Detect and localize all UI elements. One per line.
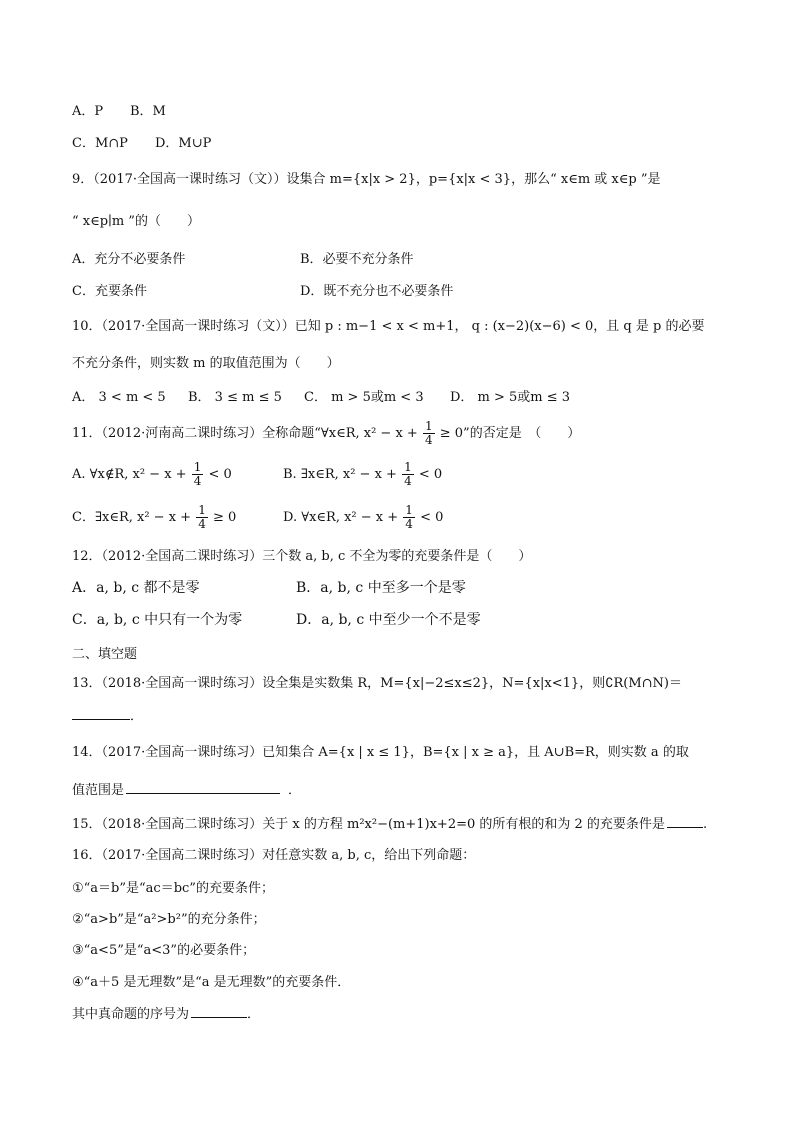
frac-den: 4: [193, 474, 202, 488]
q11-option-c: [72, 504, 236, 531]
frac-den: 4: [405, 517, 413, 531]
q11-option-a-pre: A. ∀x∉R, x² − x +: [72, 467, 187, 482]
q12-option-a: A．a, b, c 都不是零: [72, 580, 200, 596]
q15-answer-blank[interactable]: [667, 815, 703, 828]
q12-option-d: D．a, b, c 中至少一个不是零: [296, 612, 481, 628]
q16-tail: ．: [247, 1007, 261, 1022]
q16-item-1: ①“a＝b”是“ac＝bc”的充要条件；: [72, 881, 274, 896]
q14-tail: ．: [288, 783, 302, 798]
q8-option-b: B．M: [130, 104, 166, 119]
q9-option-b: B．必要不充分条件: [300, 252, 414, 267]
fraction-one-quarter: [402, 461, 414, 488]
frac-den: 4: [198, 517, 206, 531]
q15-tail: .: [702, 817, 708, 832]
q10-option-c: C． m > 5或m < 3: [304, 390, 424, 405]
q11-option-b-pre: B. ∃x∈R, x² − x +: [283, 467, 397, 482]
q11-option-c-pre: C．∃x∈R, x² − x +: [72, 510, 192, 525]
q15-stem-line: [72, 815, 707, 834]
frac-den: 4: [424, 433, 433, 447]
q10-stem-line2: 不充分条件，则实数 m 的取值范围为（ ）: [72, 356, 340, 371]
q9-option-c: C．充要条件: [72, 284, 147, 299]
q8-option-c: C．M∩P: [72, 136, 128, 151]
q9-option-d: D．既不充分也不必要条件: [300, 284, 454, 299]
fraction-one-quarter: [192, 461, 204, 488]
q11-option-b: [283, 461, 442, 488]
q8-option-a: A．P: [72, 104, 104, 119]
q12-option-c: C．a, b, c 中只有一个为零: [72, 612, 243, 628]
q9-stem-line2: “ x∈p∣m ”的（ ）: [72, 214, 200, 229]
q13-stem: 13．（2018·全国高一课时练习）设全集是实数集 R，M={x|−2≤x≤2}，N={x|x<1}，则∁R(M∩N)＝: [72, 676, 682, 691]
q16-answer-blank[interactable]: [191, 1005, 247, 1018]
q16-item-2: ②“a>b”是“a²>b²”的充分条件；: [72, 912, 266, 927]
q11-stem-post: ≥ 0”的否定是 （ ）: [439, 426, 581, 441]
q12-stem: 12．（2012·全国高二课时练习）三个数 a, b, c 不全为零的充要条件是（ ）: [72, 549, 532, 564]
q10-option-d: D． m > 5或m ≤ 3: [450, 390, 571, 405]
q13-answer-blank[interactable]: [72, 707, 130, 720]
fraction-one-quarter: [423, 420, 435, 447]
q11-option-d-post: < 0: [420, 510, 444, 525]
q9-stem-line1: 9．（2017·全国高一课时练习（文））设集合 m={x|x > 2}，p={x|x < 3}，那么“ x∈m 或 x∈p ”是: [72, 172, 661, 187]
frac-num: 1: [405, 503, 413, 517]
frac-num: 1: [424, 419, 433, 433]
q16-item-3: ③“a<5”是“a<3”的必要条件；: [72, 943, 256, 958]
q16-item-4: ④“a＋5 是无理数”是“a 是无理数”的充要条件．: [72, 975, 351, 990]
q11-option-d-pre: D. ∀x∈R, x² − x +: [283, 510, 399, 525]
fraction-one-quarter: [196, 504, 208, 531]
q12-option-b: B．a, b, c 中至多一个是零: [296, 580, 466, 596]
frac-num: 1: [198, 503, 206, 517]
q14-line2: [72, 781, 301, 800]
q10-stem-line1: 10．（2017·全国高一课时练习（文））已知 p : m−1 < x < m+1， q : (x−2)(x−6) < 0，且 q 是 p 的必要: [72, 319, 705, 334]
q11-stem-pre: 11．（2012·河南高二课时练习）全称命题“∀x∈R, x² − x +: [72, 426, 418, 441]
q11-option-a-post: < 0: [208, 467, 232, 482]
q13-tail: ．: [130, 709, 144, 724]
fraction-one-quarter: [403, 504, 415, 531]
q14-answer-blank[interactable]: [126, 781, 280, 794]
q13-answer-line: [72, 707, 143, 726]
q16-conclusion-line: [72, 1005, 260, 1024]
q11-option-c-post: ≥ 0: [213, 510, 237, 525]
q11-option-d: [283, 504, 443, 531]
q8-option-d: D．M∪P: [155, 136, 212, 151]
q14-line2-text: 值范围是: [72, 783, 125, 798]
frac-num: 1: [404, 460, 412, 474]
q15-stem: 15．（2018·全国高二课时练习）关于 x 的方程 m²x²−(m+1)x+2=0 的所有根的和为 2 的充要条件是: [72, 817, 665, 832]
section-title-fill-in: 二、填空题: [72, 647, 138, 662]
q11-option-b-post: < 0: [418, 467, 443, 482]
q9-option-a: A．充分不必要条件: [72, 252, 186, 267]
q14-stem: 14．（2017·全国高一课时练习）已知集合 A={x | x ≤ 1}，B={x | x ≥ a}，且 A∪B=R，则实数 a 的取: [72, 745, 689, 760]
q11-option-a: [72, 461, 232, 488]
q11-stem: [72, 420, 580, 447]
frac-num: 1: [193, 460, 202, 474]
frac-den: 4: [404, 474, 412, 488]
q16-stem: 16．（2017·全国高二课时练习）对任意实数 a, b, c，给出下列命题：: [72, 848, 476, 863]
q16-conclusion: 其中真命题的序号为: [72, 1007, 190, 1022]
q10-option-b: B． 3 ≤ m ≤ 5: [188, 390, 282, 405]
q10-option-a: A． 3 < m < 5: [72, 390, 166, 405]
